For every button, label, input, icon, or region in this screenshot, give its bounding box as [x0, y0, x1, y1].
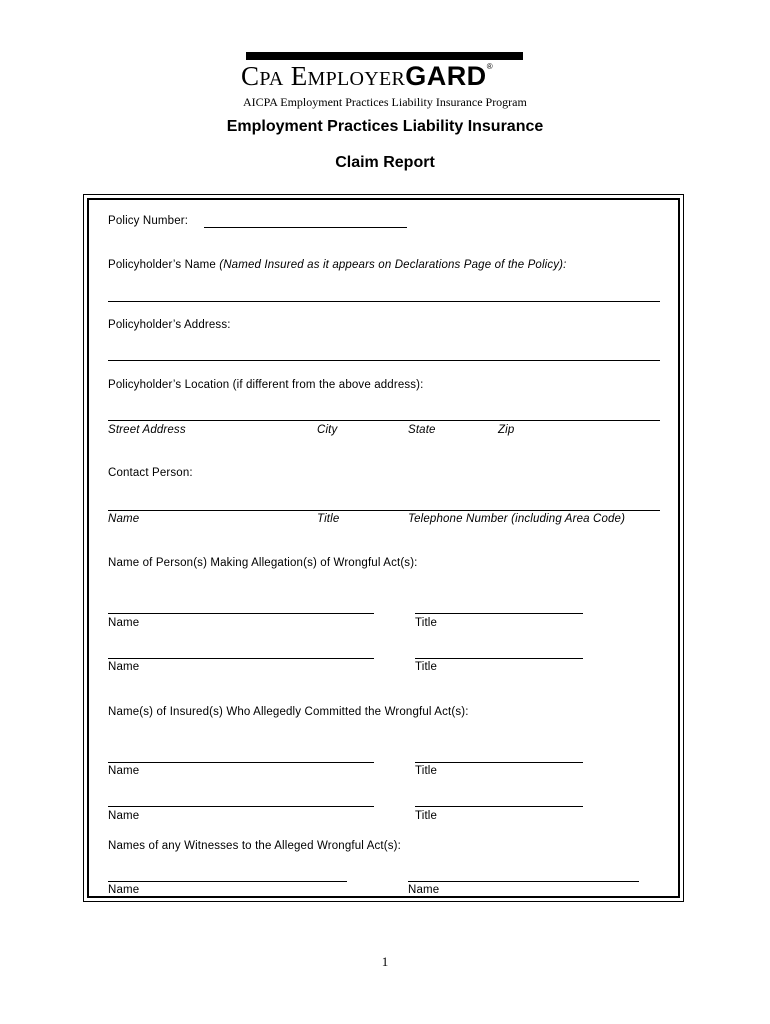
contact-title-caption: Title — [317, 513, 340, 525]
logo-bar — [246, 52, 523, 60]
allegation-title-field-1[interactable] — [415, 613, 583, 614]
witness-section-label: Names of any Witnesses to the Alleged Wrongful Act(s): — [108, 840, 401, 852]
allegation-name-field-2[interactable] — [108, 658, 374, 659]
policyholder-address-field[interactable] — [108, 360, 660, 361]
logo-tagline: AICPA Employment Practices Liability Insurance Program — [243, 95, 527, 109]
insured-name-caption-2: Name — [108, 810, 140, 822]
allegation-section-label: Name of Person(s) Making Allegation(s) of Wrongful Act(s): — [108, 557, 418, 569]
witness-name-caption-1: Name — [108, 884, 140, 896]
allegation-name-field-1[interactable] — [108, 613, 374, 614]
city-caption: City — [317, 424, 338, 436]
logo-wordmark: CPA EMPLOYERGARD® — [241, 61, 493, 91]
witness-name-field-2[interactable] — [408, 881, 639, 882]
insured-title-field-1[interactable] — [415, 762, 583, 763]
allegation-title-caption-1: Title — [415, 617, 438, 629]
policyholder-name-label: Policyholder’s Name (Named Insured as it appears on Declarations Page of the Policy): — [108, 259, 567, 271]
policyholder-location-label: Policyholder’s Location (if different from the above address): — [108, 379, 424, 391]
allegation-title-caption-2: Title — [415, 661, 438, 673]
allegation-name-caption-2: Name — [108, 661, 140, 673]
document-title: Employment Practices Liability Insurance — [226, 118, 544, 135]
allegation-title-field-2[interactable] — [415, 658, 583, 659]
form-frame-inner — [87, 198, 680, 898]
policyholder-location-field[interactable] — [108, 420, 660, 421]
witness-name-field-1[interactable] — [108, 881, 347, 882]
contact-phone-caption: Telephone Number (including Area Code) — [408, 513, 626, 525]
insured-title-caption-1: Title — [415, 765, 438, 777]
insured-name-field-2[interactable] — [108, 806, 374, 807]
policy-number-label: Policy Number: — [108, 215, 189, 227]
insured-title-caption-2: Title — [415, 810, 438, 822]
page-number: 1 — [381, 954, 389, 969]
contact-name-caption: Name — [108, 513, 140, 525]
contact-person-label: Contact Person: — [108, 467, 193, 479]
allegation-name-caption-1: Name — [108, 617, 140, 629]
policyholder-address-label: Policyholder’s Address: — [108, 319, 231, 331]
street-address-caption: Street Address — [108, 424, 186, 436]
document-subtitle: Claim Report — [335, 154, 435, 171]
witness-name-caption-2: Name — [408, 884, 440, 896]
insured-name-caption-1: Name — [108, 765, 140, 777]
state-caption: State — [408, 424, 436, 436]
policyholder-name-field[interactable] — [108, 301, 660, 302]
insured-title-field-2[interactable] — [415, 806, 583, 807]
zip-caption: Zip — [498, 424, 515, 436]
contact-person-field[interactable] — [108, 510, 660, 511]
insured-section-label: Name(s) of Insured(s) Who Allegedly Committed the Wrongful Act(s): — [108, 706, 469, 718]
policy-number-field[interactable] — [204, 227, 407, 228]
insured-name-field-1[interactable] — [108, 762, 374, 763]
